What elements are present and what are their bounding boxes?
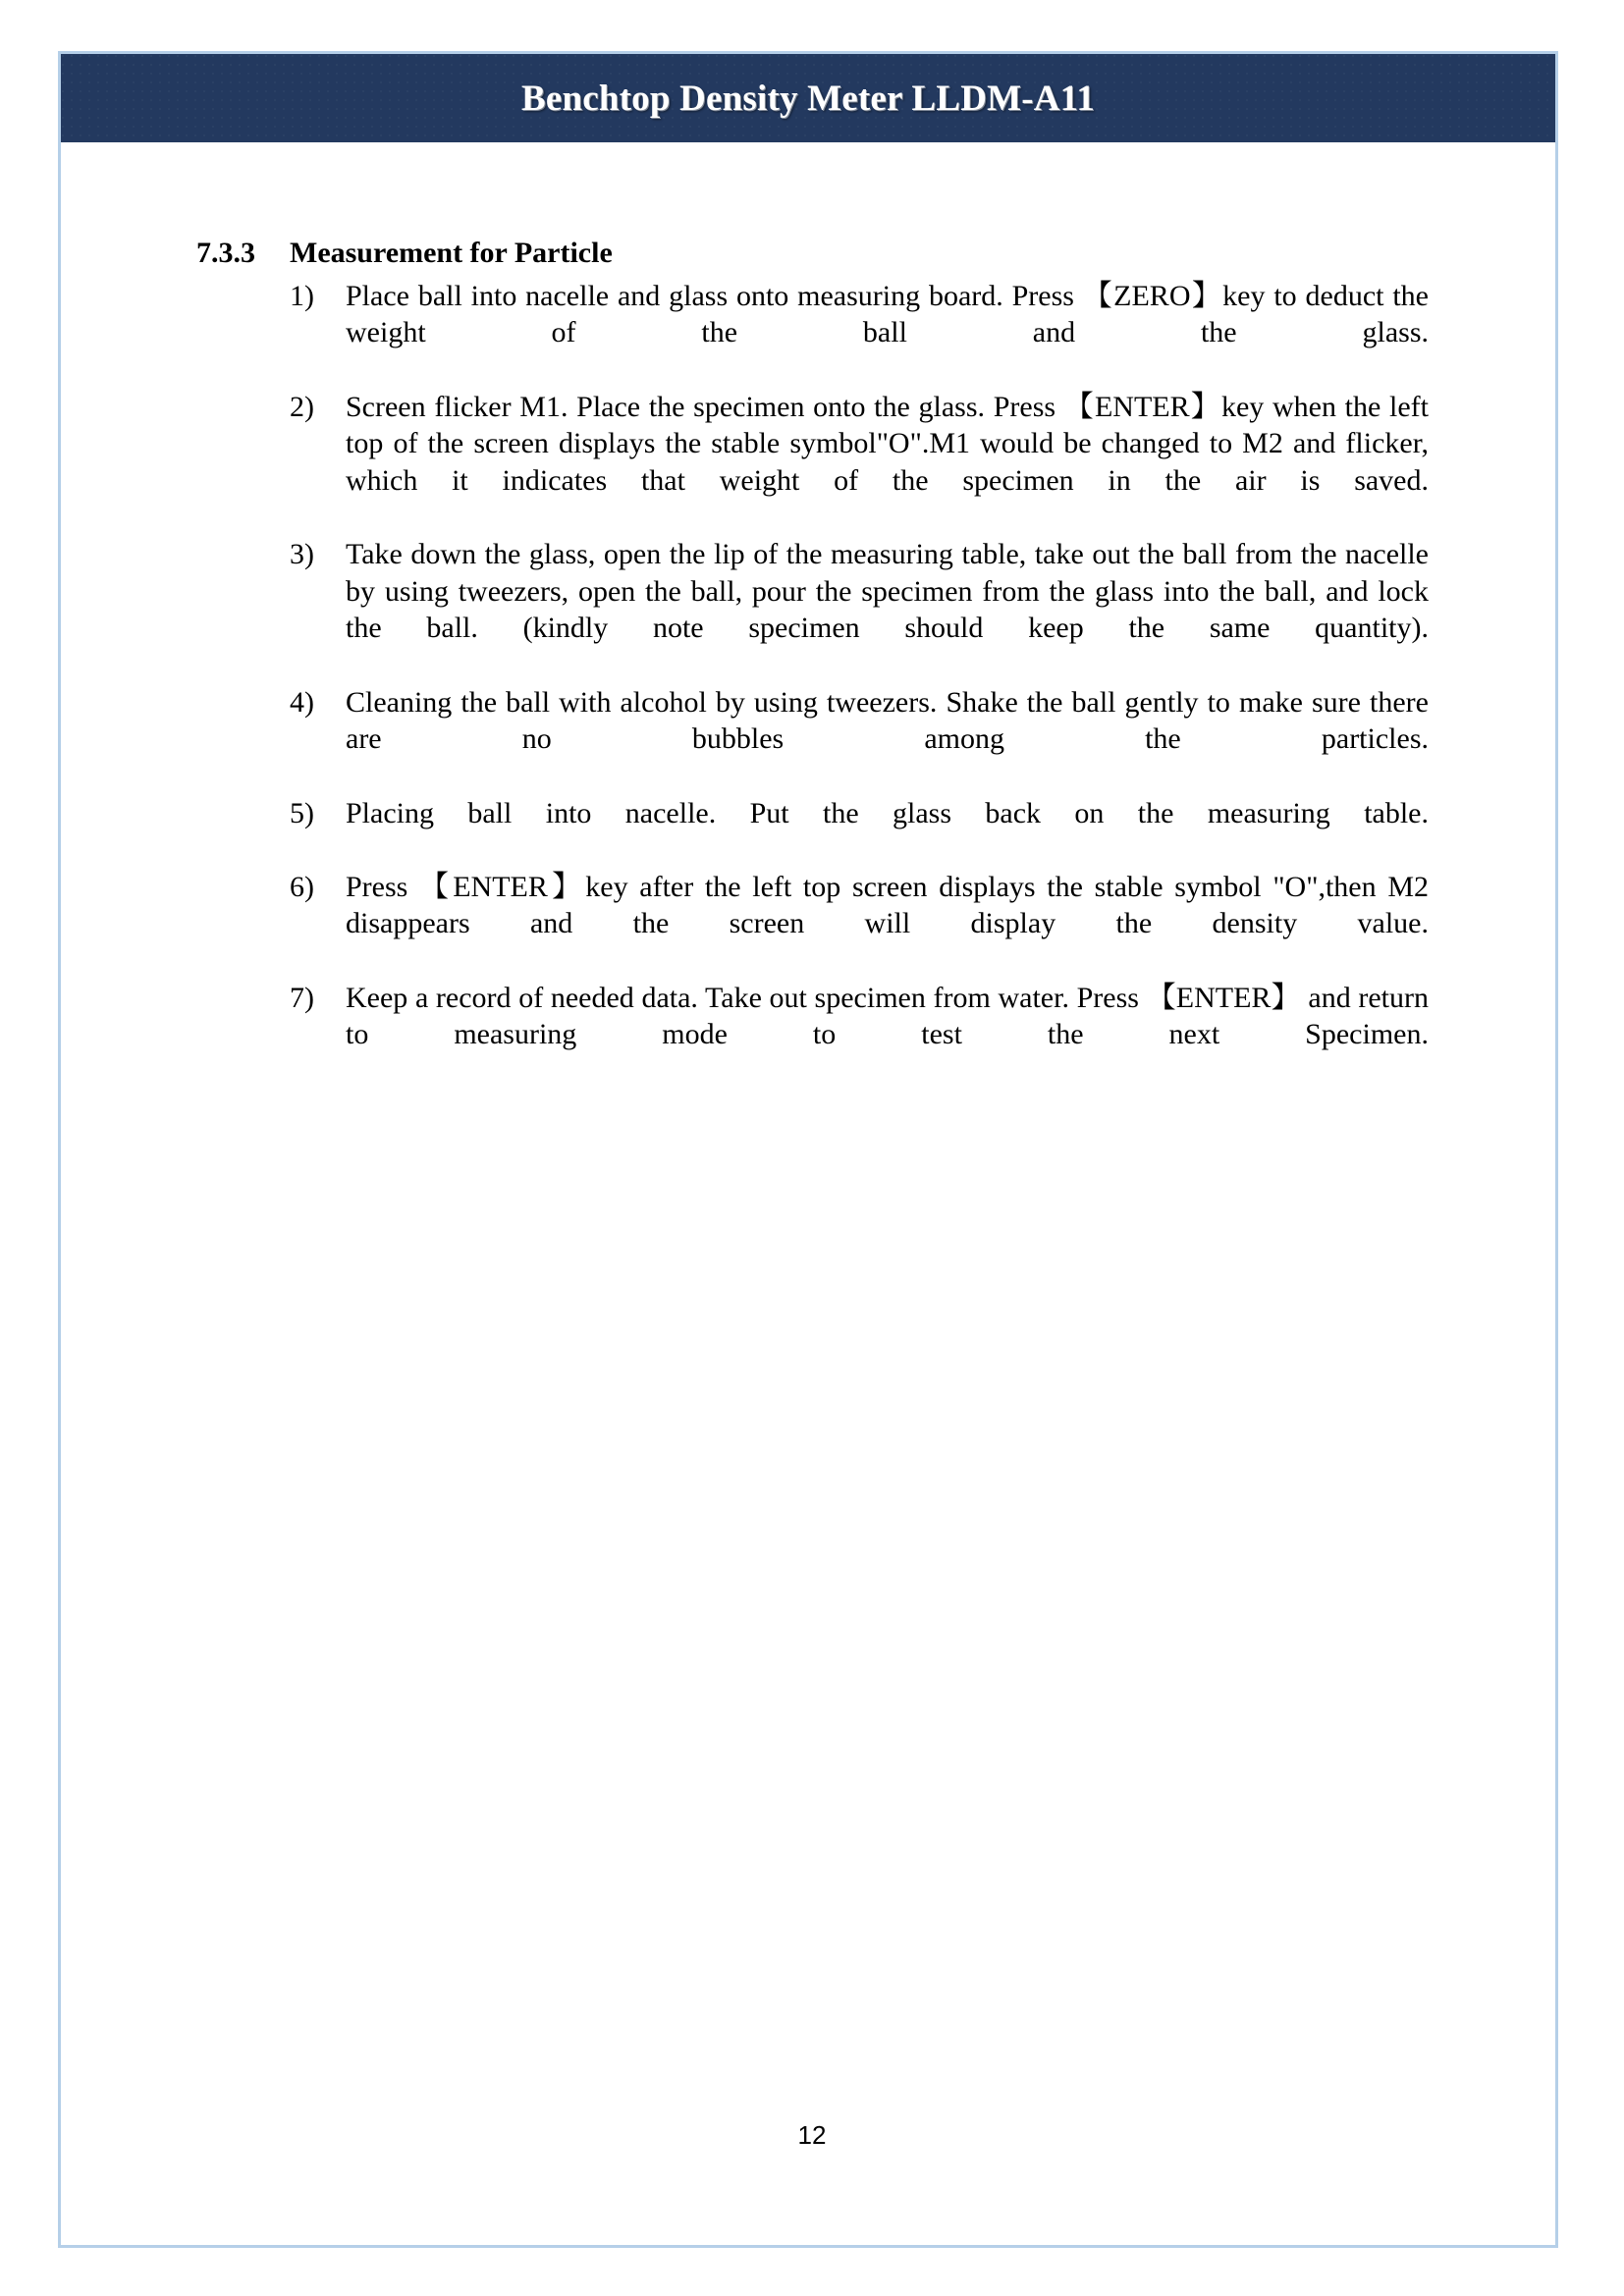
step-text: Placing ball into nacelle. Put the glass back on the measuring table.	[346, 796, 1429, 829]
section-title: Measurement for Particle	[290, 237, 613, 269]
step-text: Press 【ENTER】key after the left top screen displays the stable symbol "O",then M2 disappears and the screen will display the density value.	[346, 870, 1429, 940]
step-marker: 4)	[290, 685, 314, 719]
step-marker: 6)	[290, 870, 314, 903]
document-header-band	[61, 54, 1555, 142]
list-item	[290, 389, 1429, 537]
step-marker: 7)	[290, 981, 314, 1014]
step-text: Take down the glass, open the lip of the measuring table, take out the ball from the nacelle by using tweezers, open the ball, pour the specimen from the glass into the ball, and lock the ball. (kindly note specimen should keep the same quantity).	[346, 538, 1429, 645]
document-header-title: Benchtop Density Meter LLDM-A11	[520, 78, 1096, 119]
section-number: 7.3.3	[196, 237, 255, 269]
list-item	[290, 278, 1429, 389]
step-text: Keep a record of needed data. Take out specimen from water. Press 【ENTER】 and return to measuring mode to test the next Specimen.	[346, 981, 1429, 1051]
step-marker: 2)	[290, 390, 314, 423]
list-item	[290, 980, 1429, 1091]
list-item	[290, 869, 1429, 980]
page-content	[0, 147, 1624, 1091]
step-text: Cleaning the ball with alcohol by using tweezers. Shake the ball gently to make sure there are no bubbles among the particles.	[346, 685, 1429, 756]
procedure-step-list	[290, 278, 1429, 1091]
list-item	[290, 536, 1429, 684]
list-item	[290, 795, 1429, 869]
page-number: 12	[797, 2120, 827, 2150]
step-marker: 1)	[290, 279, 314, 312]
step-marker: 3)	[290, 538, 314, 571]
section-heading	[196, 236, 1624, 272]
list-item	[290, 684, 1429, 795]
step-text: Place ball into nacelle and glass onto measuring board. Press 【ZERO】key to deduct the weight of the ball and the glass.	[346, 279, 1429, 349]
step-text: Screen flicker M1. Place the specimen onto the glass. Press 【ENTER】key when the left top of the screen displays the stable symbol"O".M1 would be changed to M2 and flicker, which it indicates that weight of the specimen in the air is saved.	[346, 390, 1429, 497]
step-marker: 5)	[290, 796, 314, 829]
